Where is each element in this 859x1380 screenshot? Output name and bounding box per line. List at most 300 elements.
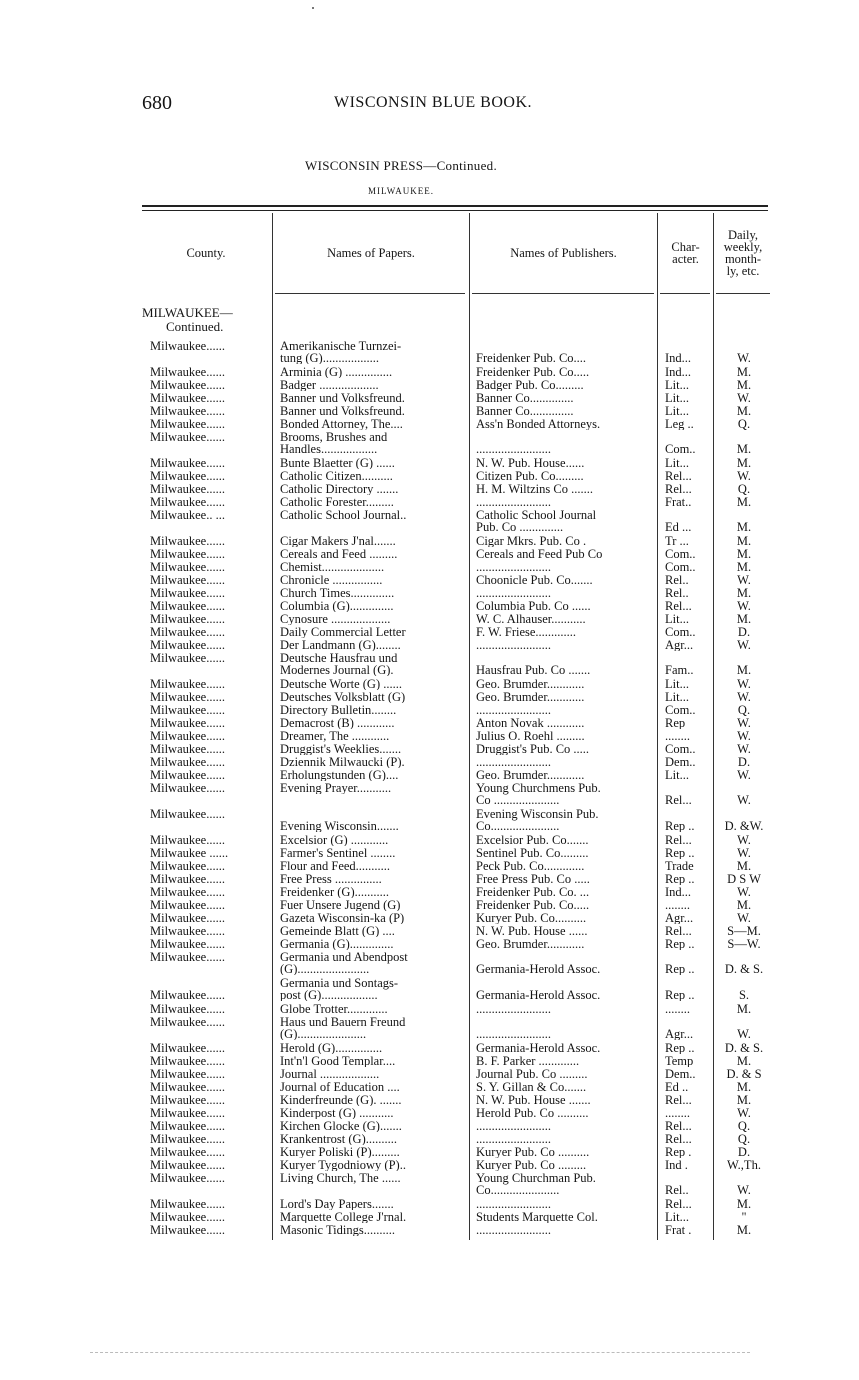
- county-cell: Milwaukee......: [150, 951, 225, 964]
- publisher-cell: Peck Pub. Co.............: [476, 860, 585, 873]
- county-cell: Milwaukee......: [150, 600, 225, 613]
- paper-name-cell: Globe Trotter.............: [280, 1003, 388, 1016]
- county-cell: Milwaukee......: [150, 1003, 225, 1016]
- county-cell: Milwaukee......: [150, 340, 225, 353]
- paper-name-cell: Gazeta Wisconsin-ka (P): [280, 912, 405, 925]
- character-cell: Rep ..: [665, 819, 695, 833]
- paper-name-cell: Chronicle ................: [280, 574, 383, 587]
- paper-name-cell: Kinderfreunde (G). .......: [280, 1094, 402, 1107]
- character-cell: Agr...: [665, 639, 694, 652]
- character-cell: Temp: [665, 1055, 694, 1068]
- paper-name-cell: Deutsche Worte (G) ......: [280, 678, 402, 691]
- character-cell: Rel...: [665, 470, 692, 483]
- character-cell: Lit...: [665, 457, 689, 470]
- paper-name-cell: Columbia (G)..............: [280, 600, 394, 613]
- frequency-cell: W.: [737, 912, 751, 925]
- frequency-cell: Q.: [737, 1120, 751, 1133]
- column-header-publishers: Names of Publishers.: [510, 246, 617, 260]
- frequency-cell: W.: [737, 691, 751, 704]
- character-cell: Com..: [665, 626, 696, 639]
- publisher-cell: Geo. Brumder............: [476, 769, 585, 782]
- frequency-cell: M.: [736, 561, 752, 574]
- column-header-frequency: Daily, weekly, month- ly, etc.: [723, 228, 763, 278]
- character-cell: Ed ...: [665, 520, 692, 534]
- publisher-cell: Freidenker Pub. Co....: [476, 351, 587, 365]
- frequency-cell: D. & S.: [724, 962, 764, 976]
- county-cell: Milwaukee......: [150, 717, 225, 730]
- character-cell: Rel...: [665, 834, 692, 847]
- frequency-cell: W.: [737, 769, 751, 782]
- publisher-cell: N. W. Pub. House......: [476, 457, 585, 470]
- county-cell: Milwaukee......: [150, 535, 225, 548]
- publisher-cell: N. W. Pub. House .......: [476, 1094, 591, 1107]
- frequency-cell: M.: [736, 366, 752, 379]
- county-cell: Milwaukee......: [150, 470, 225, 483]
- county-cell: Milwaukee......: [150, 639, 225, 652]
- publisher-cell: Geo. Brumder............: [476, 678, 585, 691]
- frequency-cell: M.: [736, 1224, 752, 1237]
- county-cell: Milwaukee......: [150, 457, 225, 470]
- publisher-cell: ........................: [476, 1120, 551, 1133]
- county-cell: Milwaukee......: [150, 405, 225, 418]
- character-cell: Ind...: [665, 366, 692, 379]
- table-row: [0, 652, 859, 678]
- publisher-cell: Geo. Brumder............: [476, 691, 585, 704]
- publisher-cell: Ass'n Bonded Attorneys.: [476, 418, 601, 431]
- character-cell: ........: [665, 1107, 690, 1120]
- paper-name-cell: Druggist's Weeklies.......: [280, 743, 402, 756]
- paper-name-cell: Germania (G)..............: [280, 938, 394, 951]
- character-cell: Rel...: [665, 925, 692, 938]
- county-cell: Milwaukee......: [150, 678, 225, 691]
- paper-name-cell: Farmer's Sentinel ........: [280, 847, 396, 860]
- county-cell: Milwaukee......: [150, 769, 225, 782]
- frequency-cell: D. &W.: [724, 819, 764, 833]
- paper-name-cell: Dreamer, The ............: [280, 730, 390, 743]
- publisher-cell: ........................: [476, 639, 551, 652]
- paper-name-cell: Masonic Tidings..........: [280, 1224, 395, 1237]
- paper-name-cell: Catholic Citizen..........: [280, 470, 393, 483]
- county-cell: Milwaukee......: [150, 392, 225, 405]
- paper-name-cell: Cigar Makers J'nal.......: [280, 535, 396, 548]
- paper-name-cell: Lord's Day Papers.......: [280, 1198, 394, 1211]
- county-cell: Milwaukee......: [150, 743, 225, 756]
- section-title: WISCONSIN PRESS—Continued.: [305, 158, 497, 173]
- character-cell: Rel..: [665, 1183, 689, 1197]
- character-cell: Rel...: [665, 1094, 692, 1107]
- character-cell: Lit...: [665, 405, 689, 418]
- county-cell: Milwaukee......: [150, 418, 225, 431]
- publisher-cell: Columbia Pub. Co ......: [476, 600, 591, 613]
- frequency-cell: W.: [737, 678, 751, 691]
- frequency-cell: M.: [736, 860, 752, 873]
- column-header-county: County.: [186, 246, 226, 260]
- character-cell: Ind...: [665, 886, 692, 899]
- publisher-cell: Cigar Mkrs. Pub. Co .: [476, 535, 587, 548]
- frequency-cell: S—W.: [727, 938, 761, 951]
- character-cell: Com..: [665, 704, 696, 717]
- paper-name-cell: Bunte Blaetter (G) ......: [280, 457, 395, 470]
- publisher-cell: Herold Pub. Co ..........: [476, 1107, 589, 1120]
- character-cell: Rep ..: [665, 873, 695, 886]
- paper-name-cell: Daily Commercial Letter: [280, 626, 406, 639]
- section-subtitle: MILWAUKEE.: [367, 186, 435, 196]
- frequency-cell: W.: [737, 730, 751, 743]
- publisher-cell: Free Press Pub. Co .....: [476, 873, 590, 886]
- character-cell: Rep ..: [665, 847, 695, 860]
- county-cell: Milwaukee......: [150, 834, 225, 847]
- frequency-cell: M.: [736, 1081, 752, 1094]
- paper-name-cell: Excelsior (G) ............: [280, 834, 389, 847]
- paper-name-cell: Erholungstunden (G)....: [280, 769, 399, 782]
- table-row: [0, 340, 859, 366]
- publisher-cell: ........................: [476, 496, 551, 509]
- character-cell: Rel...: [665, 793, 692, 807]
- county-cell: Milwaukee......: [150, 431, 225, 444]
- publisher-cell: Geo. Brumder............: [476, 938, 585, 951]
- frequency-cell: W.: [737, 847, 751, 860]
- paper-name-cell: Int'n'l Good Templar....: [280, 1055, 396, 1068]
- character-cell: Rel...: [665, 483, 692, 496]
- character-cell: Com..: [665, 561, 696, 574]
- character-cell: Agr...: [665, 912, 694, 925]
- paper-name-cell: Directory Bulletin........: [280, 704, 397, 717]
- character-cell: Dem..: [665, 756, 696, 769]
- county-cell: Milwaukee......: [150, 1016, 225, 1029]
- frequency-cell: Q.: [737, 483, 751, 496]
- frequency-cell: M.: [736, 1055, 752, 1068]
- paper-name-cell: Evening Wisconsin.......: [280, 819, 399, 833]
- publisher-cell: Germania-Herold Assoc.: [476, 962, 601, 976]
- character-cell: Tr ...: [665, 535, 689, 548]
- county-cell: Milwaukee......: [150, 1094, 225, 1107]
- publisher-cell: Julius O. Roehl .........: [476, 730, 585, 743]
- county-cell: Milwaukee......: [150, 988, 225, 1002]
- frequency-cell: '': [741, 1211, 747, 1224]
- frequency-cell: W.: [737, 834, 751, 847]
- publisher-cell: F. W. Friese.............: [476, 626, 577, 639]
- publisher-cell: ........................: [476, 756, 551, 769]
- county-cell: Milwaukee......: [150, 1172, 225, 1185]
- paper-name-cell: Kinderpost (G) ...........: [280, 1107, 394, 1120]
- character-cell: Com..: [665, 743, 696, 756]
- frequency-cell: W.: [737, 717, 751, 730]
- publisher-cell: B. F. Parker .............: [476, 1055, 580, 1068]
- character-cell: Ed ..: [665, 1081, 689, 1094]
- publisher-cell: Kuryer Pub. Co..........: [476, 912, 587, 925]
- paper-name-cell: Chemist....................: [280, 561, 385, 574]
- paper-name-cell: Catholic School Journal..: [280, 509, 407, 522]
- publisher-cell: ........................: [476, 1224, 551, 1237]
- frequency-cell: W.: [737, 886, 751, 899]
- county-cell: Milwaukee......: [150, 1146, 225, 1159]
- frequency-cell: W.: [737, 1107, 751, 1120]
- publisher-cell: Banner Co..............: [476, 392, 574, 405]
- county-cell: Milwaukee......: [150, 1211, 225, 1224]
- paper-name-cell: Journal of Education ....: [280, 1081, 400, 1094]
- publisher-cell: Anton Novak ............: [476, 717, 585, 730]
- table-row: [0, 951, 859, 977]
- paper-name-cell: Arminia (G) ...............: [280, 366, 393, 379]
- county-cell: Milwaukee......: [150, 925, 225, 938]
- paper-name-cell: Dziennik Milwaucki (P).: [280, 756, 405, 769]
- character-cell: Frat .: [665, 1224, 692, 1237]
- paper-name-cell: Brooms, Brushes and Handles..................: [280, 431, 388, 456]
- character-cell: ........: [665, 730, 690, 743]
- publisher-cell: Freidenker Pub. Co.....: [476, 899, 590, 912]
- book-title: WISCONSIN BLUE BOOK.: [334, 94, 532, 111]
- frequency-cell: D.: [737, 1146, 751, 1159]
- paper-name-cell: Journal ...................: [280, 1068, 380, 1081]
- bottom-scan-edge: [90, 1352, 750, 1353]
- paper-name-cell: Banner und Volksfreund.: [280, 405, 405, 418]
- frequency-cell: Q.: [737, 704, 751, 717]
- county-cell: Milwaukee......: [150, 613, 225, 626]
- county-cell: Milwaukee......: [150, 1120, 225, 1133]
- publisher-cell: Excelsior Pub. Co.......: [476, 834, 589, 847]
- frequency-cell: W.: [737, 392, 751, 405]
- publisher-cell: Hausfrau Pub. Co .......: [476, 663, 591, 677]
- character-cell: Rep: [665, 717, 686, 730]
- paper-name-cell: Free Press ...............: [280, 873, 382, 886]
- character-cell: Rep ..: [665, 962, 695, 976]
- paper-name-cell: Herold (G)...............: [280, 1042, 383, 1055]
- paper-name-cell: Living Church, The ......: [280, 1172, 401, 1185]
- character-cell: Trade: [665, 860, 694, 873]
- paper-name-cell: Der Landmann (G)........: [280, 639, 401, 652]
- publisher-cell: Choonicle Pub. Co.......: [476, 574, 593, 587]
- character-cell: Rel...: [665, 1198, 692, 1211]
- county-cell: Milwaukee......: [150, 691, 225, 704]
- paper-name-cell: Kirchen Glocke (G).......: [280, 1120, 402, 1133]
- frequency-cell: W.: [737, 793, 751, 807]
- frequency-cell: Q.: [737, 1133, 751, 1146]
- frequency-cell: D.: [737, 626, 751, 639]
- publisher-cell: ........................: [476, 1003, 551, 1016]
- county-cell: Milwaukee......: [150, 1042, 225, 1055]
- county-cell: Milwaukee......: [150, 366, 225, 379]
- character-cell: Rep ..: [665, 988, 695, 1002]
- paper-name-cell: Catholic Forester.........: [280, 496, 394, 509]
- county-cell: Milwaukee......: [150, 1081, 225, 1094]
- county-cell: Milwaukee......: [150, 860, 225, 873]
- character-cell: Leg ..: [665, 418, 694, 431]
- paper-name-cell: Kuryer Poliski (P).........: [280, 1146, 400, 1159]
- county-cell: Milwaukee......: [150, 730, 225, 743]
- character-cell: Dem..: [665, 1068, 696, 1081]
- frequency-cell: M.: [736, 535, 752, 548]
- publisher-cell: Young Churchman Pub. Co......................: [476, 1172, 596, 1197]
- table-row: [0, 431, 859, 457]
- paper-name-cell: Church Times..............: [280, 587, 395, 600]
- publisher-cell: ........................: [476, 561, 551, 574]
- frequency-cell: M.: [736, 587, 752, 600]
- paper-name-cell: Demacrost (B) ............: [280, 717, 395, 730]
- publisher-cell: Catholic School Journal Pub. Co ..............: [476, 509, 597, 534]
- publisher-cell: ........................: [476, 1027, 551, 1041]
- frequency-cell: M.: [736, 405, 752, 418]
- publisher-cell: ........................: [476, 587, 551, 600]
- frequency-cell: D. & S.: [724, 1042, 764, 1055]
- table-row: [0, 1224, 859, 1250]
- table-row: [0, 1016, 859, 1042]
- frequency-cell: M.: [736, 1003, 752, 1016]
- publisher-cell: Evening Wisconsin Pub. Co......................: [476, 808, 599, 833]
- frequency-cell: W.: [737, 470, 751, 483]
- paper-name-cell: Krankentrost (G)..........: [280, 1133, 397, 1146]
- publisher-cell: Germania-Herold Assoc.: [476, 988, 601, 1002]
- paper-name-cell: Gemeinde Blatt (G) ....: [280, 925, 395, 938]
- publisher-cell: Young Churchmens Pub. Co .....................: [476, 782, 601, 807]
- publisher-cell: Students Marquette Col.: [476, 1211, 598, 1224]
- page-number: 680: [142, 92, 172, 114]
- character-cell: Rel...: [665, 1133, 692, 1146]
- column-header-character: Char- acter.: [671, 240, 700, 266]
- publisher-cell: N. W. Pub. House ......: [476, 925, 588, 938]
- frequency-cell: W.: [737, 1027, 751, 1041]
- frequency-cell: M.: [736, 496, 752, 509]
- frequency-cell: S—M.: [727, 925, 761, 938]
- character-cell: Rel..: [665, 574, 689, 587]
- table-row: [0, 782, 859, 808]
- character-cell: Agr...: [665, 1027, 694, 1041]
- character-cell: Fam..: [665, 663, 694, 677]
- publisher-cell: S. Y. Gillan & Co.......: [476, 1081, 587, 1094]
- character-cell: Lit...: [665, 769, 689, 782]
- county-cell: Milwaukee......: [150, 496, 225, 509]
- publisher-cell: Citizen Pub. Co.........: [476, 470, 584, 483]
- publisher-cell: Freidenker Pub. Co.....: [476, 366, 590, 379]
- publisher-cell: Banner Co..............: [476, 405, 574, 418]
- county-cell: Milwaukee......: [150, 483, 225, 496]
- publisher-cell: ........................: [476, 1133, 551, 1146]
- publisher-cell: Cereals and Feed Pub Co: [476, 548, 603, 561]
- character-cell: Rel...: [665, 600, 692, 613]
- paper-name-cell: Germania und Sontags- post (G)..................: [280, 977, 399, 1002]
- character-cell: Lit...: [665, 678, 689, 691]
- character-cell: Rel..: [665, 587, 689, 600]
- column-header-papers: Names of Papers.: [327, 246, 415, 260]
- county-cell: Milwaukee......: [150, 587, 225, 600]
- county-cell: Milwaukee......: [150, 1055, 225, 1068]
- county-cell: Milwaukee......: [150, 548, 225, 561]
- publisher-cell: Journal Pub. Co .........: [476, 1068, 588, 1081]
- county-cell: Milwaukee ......: [150, 847, 229, 860]
- publisher-cell: Badger Pub. Co.........: [476, 379, 584, 392]
- county-cell: Milwaukee......: [150, 899, 225, 912]
- character-cell: Com..: [665, 442, 696, 456]
- frequency-cell: Q.: [737, 418, 751, 431]
- character-cell: Lit...: [665, 613, 689, 626]
- character-cell: Com..: [665, 548, 696, 561]
- publisher-cell: Freidenker Pub. Co. ...: [476, 886, 590, 899]
- county-cell: Milwaukee......: [150, 574, 225, 587]
- county-cell: Milwaukee......: [150, 1107, 225, 1120]
- table-row: [0, 977, 859, 1003]
- character-cell: Lit...: [665, 392, 689, 405]
- county-cell: Milwaukee......: [150, 626, 225, 639]
- county-cell: Milwaukee......: [150, 782, 225, 795]
- county-cell: Milwaukee......: [150, 379, 225, 392]
- character-cell: Frat..: [665, 496, 692, 509]
- county-group-label: MILWAUKEE—: [142, 305, 233, 320]
- table-row: [0, 509, 859, 535]
- paper-name-cell: Marquette College J'rnal.: [280, 1211, 407, 1224]
- character-cell: Rep ..: [665, 1042, 695, 1055]
- frequency-cell: D.: [737, 756, 751, 769]
- frequency-cell: M.: [736, 1094, 752, 1107]
- publisher-cell: Sentinel Pub. Co.........: [476, 847, 589, 860]
- county-cell: Milwaukee......: [150, 756, 225, 769]
- frequency-cell: M.: [736, 457, 752, 470]
- paper-name-cell: Kuryer Tygodniowy (P)..: [280, 1159, 406, 1172]
- frequency-cell: W.: [737, 600, 751, 613]
- paper-name-cell: Badger ...................: [280, 379, 379, 392]
- frequency-cell: D. & S: [726, 1068, 762, 1081]
- frequency-cell: M.: [736, 379, 752, 392]
- frequency-cell: D S W: [727, 873, 761, 886]
- character-cell: ........: [665, 1003, 690, 1016]
- frequency-cell: M.: [736, 899, 752, 912]
- character-cell: Lit...: [665, 691, 689, 704]
- county-cell: Milwaukee......: [150, 1224, 225, 1237]
- paper-name-cell: Evening Prayer...........: [280, 782, 392, 795]
- character-cell: Lit...: [665, 1211, 689, 1224]
- paper-name-cell: Bonded Attorney, The....: [280, 418, 403, 431]
- frequency-cell: M.: [736, 613, 752, 626]
- county-cell: Milwaukee......: [150, 886, 225, 899]
- county-cell: Milwaukee......: [150, 1159, 225, 1172]
- county-cell: Milwaukee......: [150, 938, 225, 951]
- paper-name-cell: Haus und Bauern Freund (G)......................: [280, 1016, 406, 1041]
- publisher-cell: Kuryer Pub. Co ..........: [476, 1146, 590, 1159]
- character-cell: ........: [665, 899, 690, 912]
- publisher-cell: W. C. Alhauser...........: [476, 613, 586, 626]
- character-cell: Lit...: [665, 379, 689, 392]
- table-row: [0, 1172, 859, 1198]
- character-cell: Ind...: [665, 351, 692, 365]
- publisher-cell: Druggist's Pub. Co .....: [476, 743, 590, 756]
- paper-name-cell: Deutsches Volksblatt (G): [280, 691, 406, 704]
- county-group-continued: Continued.: [166, 319, 224, 334]
- publisher-cell: H. M. Wiltzins Co .......: [476, 483, 593, 496]
- character-cell: Rep ..: [665, 938, 695, 951]
- frequency-cell: W.: [737, 574, 751, 587]
- county-cell: Milwaukee.. ...: [150, 509, 225, 522]
- frequency-cell: M.: [736, 548, 752, 561]
- county-cell: Milwaukee......: [150, 652, 225, 665]
- publisher-cell: Kuryer Pub. Co .........: [476, 1159, 587, 1172]
- frequency-cell: S.: [738, 988, 750, 1002]
- table-row: [0, 808, 859, 834]
- publisher-cell: ........................: [476, 442, 551, 456]
- paper-name-cell: Freidenker (G)...........: [280, 886, 389, 899]
- paper-name-cell: Deutsche Hausfrau und Modernes Journal (G).: [280, 652, 398, 677]
- paper-name-cell: Flour and Feed...........: [280, 860, 391, 873]
- frequency-cell: W.: [737, 743, 751, 756]
- paper-name-cell: Catholic Directory .......: [280, 483, 399, 496]
- publisher-cell: ........................: [476, 704, 551, 717]
- frequency-cell: W.: [737, 351, 751, 365]
- frequency-cell: M.: [736, 1198, 752, 1211]
- county-cell: Milwaukee......: [150, 1068, 225, 1081]
- paper-name-cell: Fuer Unsere Jugend (G): [280, 899, 401, 912]
- character-cell: Rel...: [665, 1120, 692, 1133]
- county-cell: Milwaukee......: [150, 873, 225, 886]
- county-cell: Milwaukee......: [150, 808, 225, 821]
- paper-name-cell: Germania und Abendpost (G).......................: [280, 951, 408, 976]
- county-cell: Milwaukee......: [150, 561, 225, 574]
